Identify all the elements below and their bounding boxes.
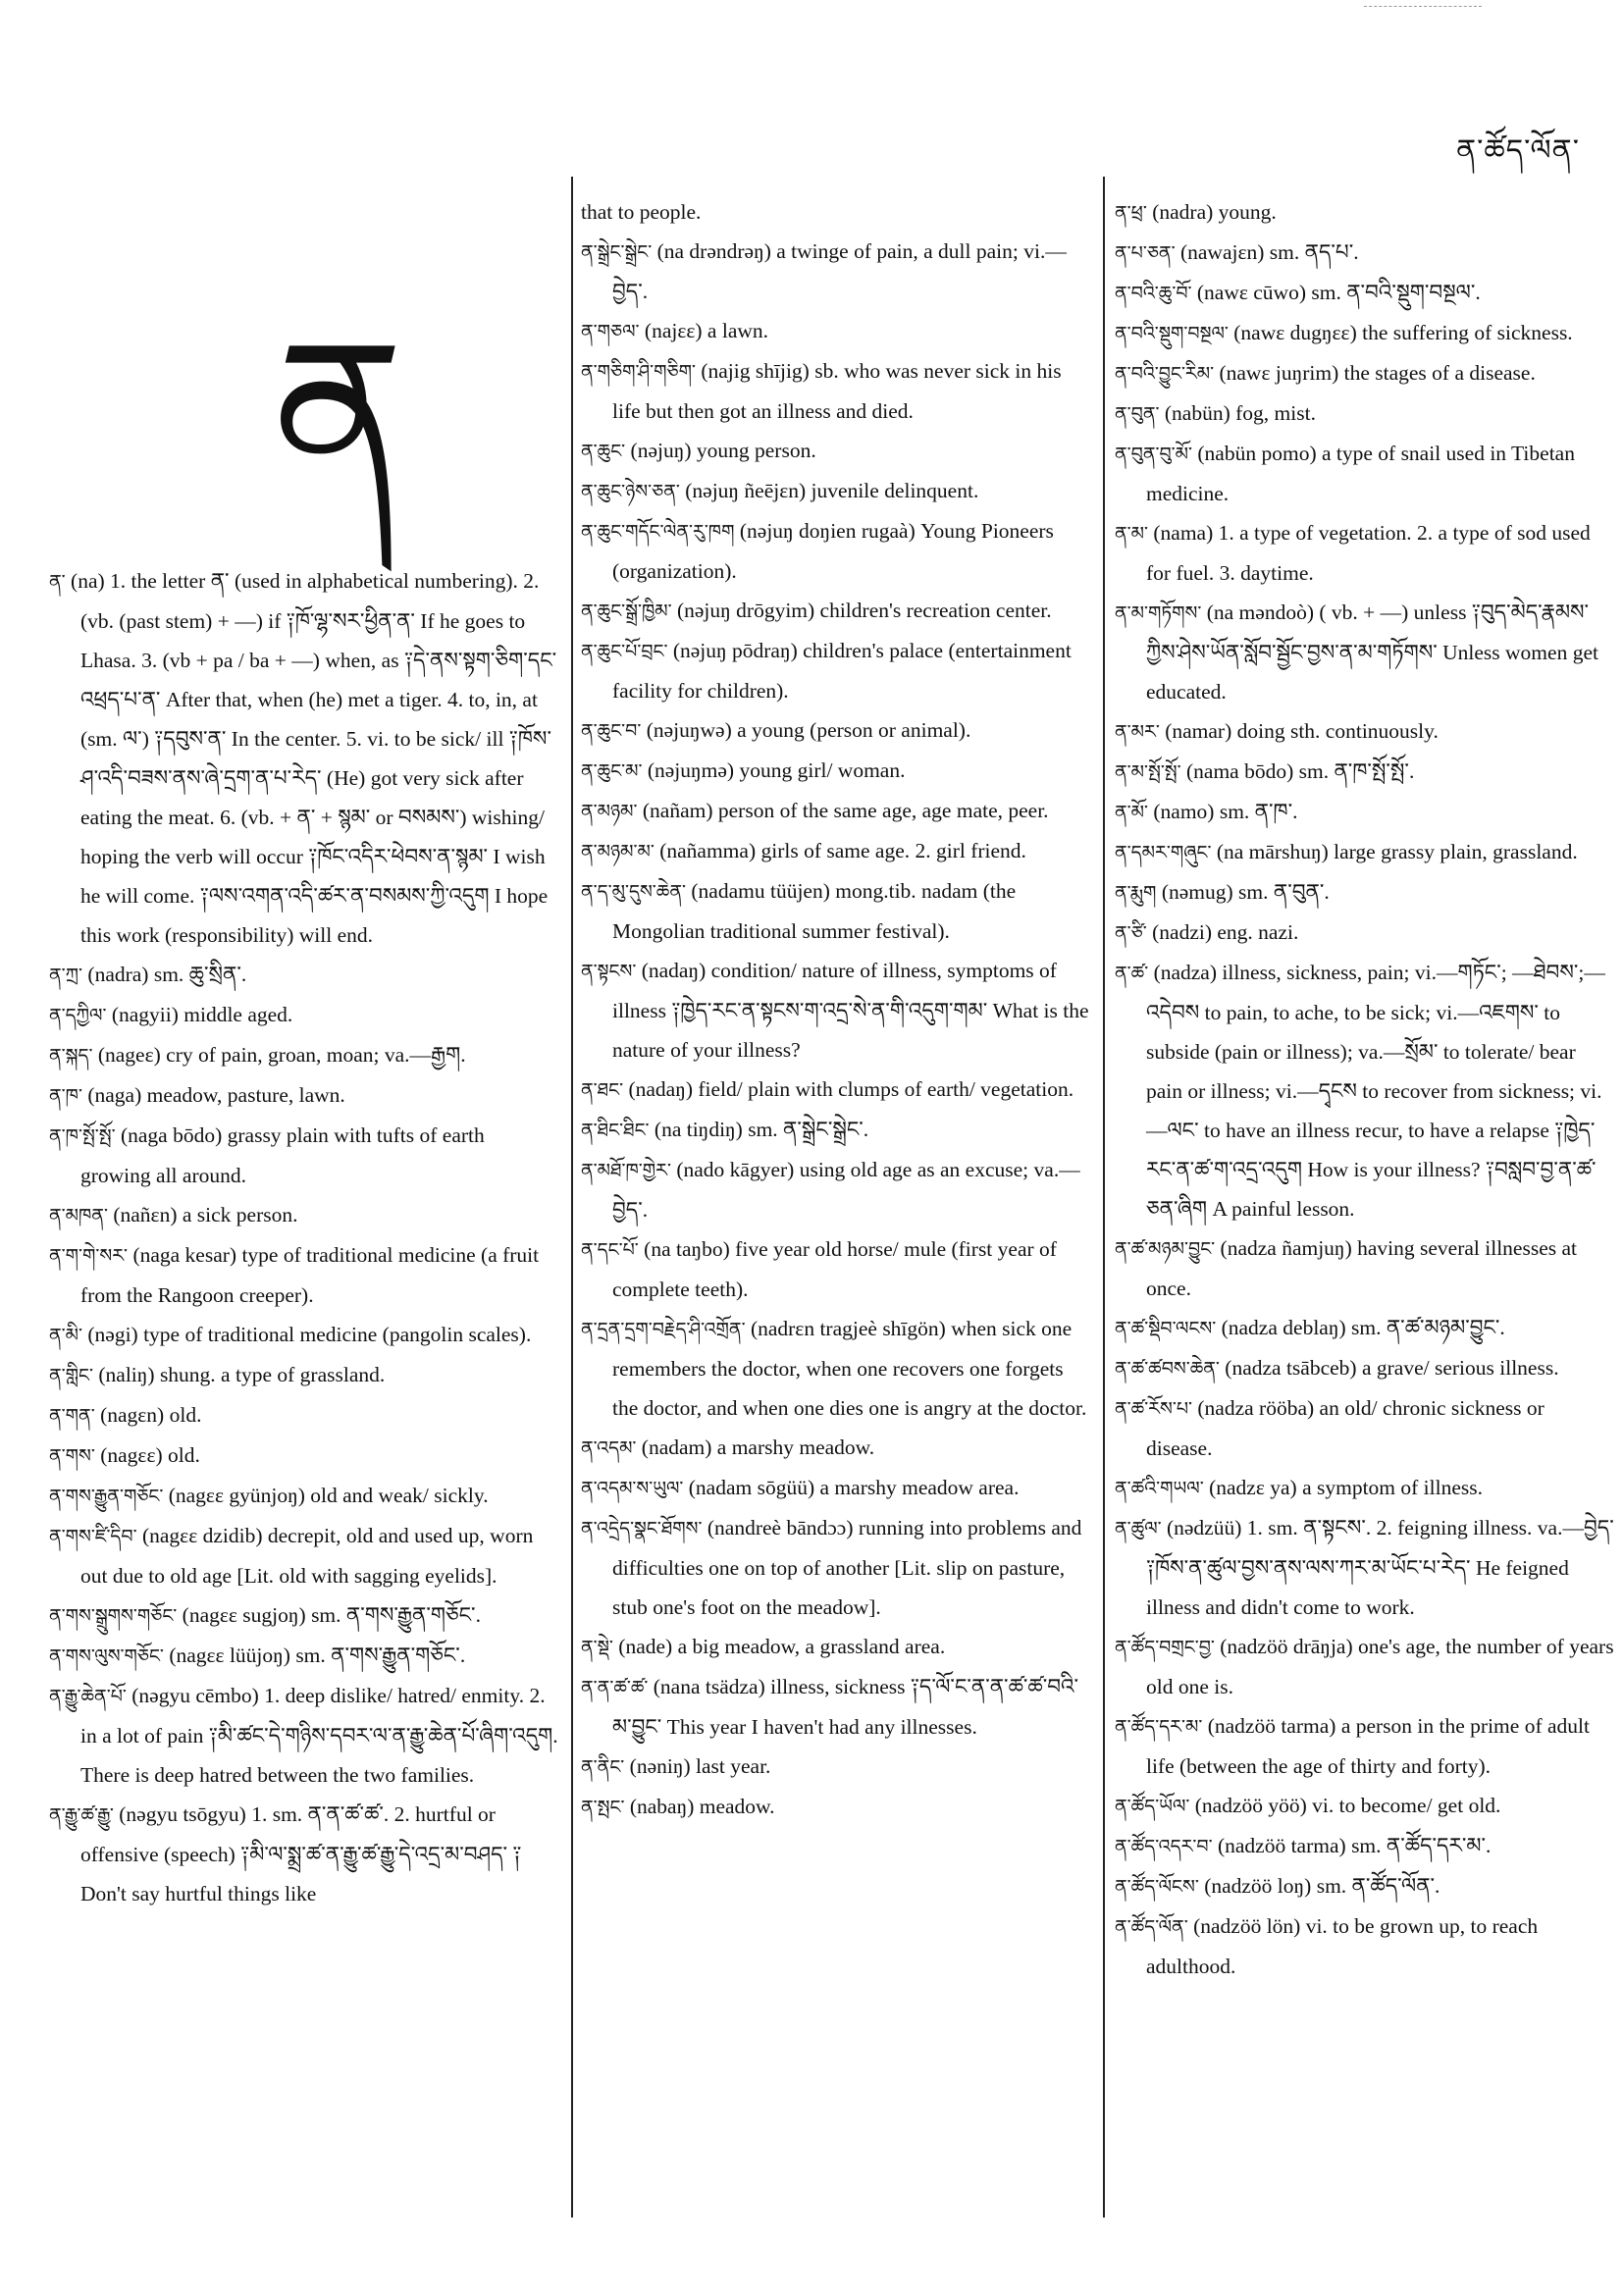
- entry-headword: ན་ཚའི་གཡལ་: [1115, 1478, 1204, 1499]
- entry-headword: ན་རྨུག: [1115, 882, 1157, 904]
- dictionary-entry: [581, 1110, 1091, 1150]
- dictionary-entry: [49, 561, 559, 955]
- entry-definition: (nama) 1. a type of vegetation. 2. a type of sod used for fuel. 3. daytime.: [1146, 521, 1591, 585]
- entry-headword: ན་ཁ་: [49, 1085, 82, 1107]
- entry-headword: ན་གས་རྒྱུན་གཅོང་: [49, 1486, 164, 1507]
- entry-definition: (nadra) young.: [1152, 200, 1277, 224]
- entry-definition: (nawɛ dugŋɛɛ) the suffering of sickness.: [1233, 321, 1573, 344]
- entry-definition: (na taŋbo) five year old horse/ mule (first year of complete teeth).: [612, 1237, 1057, 1301]
- dictionary-entry: [1115, 832, 1615, 872]
- column-divider: [571, 177, 573, 2218]
- entry-headword: ན་གླིང་: [49, 1365, 93, 1386]
- entry-headword: ན་མཐོ་ཁ་གྱེར་: [581, 1160, 671, 1181]
- dictionary-entry: [49, 1636, 559, 1676]
- column-left: [49, 561, 559, 1913]
- entry-headword: ན་ཚོད་ལོངས་: [1115, 1876, 1199, 1898]
- entry-definition: (nawɛ juŋrim) the stages of a disease.: [1219, 361, 1536, 385]
- dictionary-entry: [1115, 1627, 1615, 1706]
- entry-definition: (nadza) illness, sickness, pain; vi.—གཏོང་; —ཐེབས་;—འདེབས to pain, to ache, to be sick; vi.—འཇགས་ to subside (pain or illness); va.—སྲོམ་ to tolerate/ bear pain or illness; vi.—དྭངས to recover from sickness; vi.—ལང་ to have an illness recur, to have a relapse ༑ཁྱེད་རང་ན་ཚ་ག་འདྲ་འདུག How is your illness? ༑བསླབ་བྱ་ན་ཚ་ཅན་ཞིག A painful lesson.: [1146, 961, 1605, 1221]
- dictionary-entry: [581, 1787, 1091, 1827]
- dictionary-entry: [581, 951, 1091, 1070]
- dictionary-entry: [1115, 1906, 1615, 1986]
- dictionary-entry: [49, 1595, 559, 1636]
- entry-headword: ན་ཆུང་གདོང་ལེན་རུ་ཁག: [581, 521, 735, 543]
- dictionary-entry: [1115, 434, 1615, 513]
- entry-headword: ན་མཉམ་: [581, 801, 638, 822]
- dictionary-entry: [1115, 872, 1615, 913]
- dictionary-entry: [49, 1195, 559, 1235]
- entry-headword: ན་ཚོད་ཡོལ་: [1115, 1796, 1190, 1817]
- entry-definition: (nadzɛ ya) a symptom of illness.: [1209, 1476, 1484, 1499]
- dictionary-entry: [49, 995, 559, 1035]
- entry-definition: (nabün) fog, mist.: [1164, 401, 1316, 425]
- entry-headword: ན་བུན་: [1115, 403, 1160, 425]
- entry-definition: (nəmug) sm. ན་བུན་.: [1161, 880, 1330, 904]
- dictionary-entry: [581, 1627, 1091, 1667]
- entry-definition: (nadzöö drāŋja) one's age, the number of years old one is.: [1146, 1635, 1614, 1698]
- entry-headword: ན་གས་ལུས་གཅོང་: [49, 1645, 164, 1667]
- dictionary-entry: [1115, 393, 1615, 434]
- dictionary-entry: [581, 1508, 1091, 1627]
- entry-definition: (nadzöö yöö) vi. to become/ get old.: [1194, 1794, 1501, 1817]
- entry-headword: ན་དམར་གཞུང་: [1115, 842, 1212, 863]
- entry-definition: (na tiŋdiŋ) sm. ན་སྒྲེང་སྒྲེང་.: [654, 1118, 869, 1141]
- running-head: ན་ཚོད་ལོན་: [1456, 133, 1580, 168]
- entry-definition: (na məndoò) ( vb. + —) unless ༑བུད་མེད་རྣམས་ཀྱིས་ཤེས་ཡོན་སློབ་སྦྱོང་བྱས་ན་མ་གཏོགས་ Unless women get educated.: [1146, 600, 1598, 704]
- section-letter: ན: [273, 297, 404, 526]
- entry-definition: (naliŋ) shung. a type of grassland.: [98, 1363, 386, 1386]
- entry-headword: ན་གཅིག་ཤི་གཅིག་: [581, 361, 696, 383]
- entry-headword: ན་ཚ་: [1115, 963, 1149, 984]
- entry-definition: (na drəndrəŋ) a twinge of pain, a dull pain; vi.—བྱེད་.: [612, 239, 1067, 303]
- dictionary-entry: [1115, 1388, 1615, 1468]
- entry-definition: (namo) sm. ན་ཁ་.: [1153, 800, 1298, 823]
- entry-headword: ན་འདམ་: [581, 1437, 637, 1459]
- dictionary-entry: [581, 710, 1091, 751]
- dictionary-entry: [1115, 513, 1615, 593]
- dictionary-entry: [49, 1435, 559, 1476]
- entry-headword: ན་ཀྲ་: [49, 965, 83, 986]
- dictionary-entry: [1115, 273, 1615, 313]
- dictionary-entry: [1115, 953, 1615, 1228]
- entry-headword: ན་ཚོད་དར་མ་: [1115, 1716, 1203, 1738]
- dictionary-entry: [49, 1395, 559, 1435]
- entry-headword: ན་བའི་བྱུང་རིམ་: [1115, 363, 1215, 385]
- entry-definition: (nəjuŋ doŋien rugaà) Young Pioneers (organization).: [612, 519, 1054, 583]
- entry-definition: (nañɛn) a sick person.: [113, 1203, 298, 1226]
- entry-headword: ན་མ་སྤོ་སྤོ་: [1115, 761, 1181, 783]
- entry-definition: (nabaŋ) meadow.: [629, 1795, 775, 1818]
- dictionary-entry: [49, 1795, 559, 1913]
- entry-definition: (nagyii) middle aged.: [111, 1003, 293, 1026]
- dictionary-entry: [49, 1075, 559, 1116]
- entry-headword: ན་ད་མུ་དུས་ཆེན་: [581, 881, 686, 903]
- entry-definition: (na mārshuŋ) large grassy plain, grassland.: [1216, 840, 1578, 863]
- dictionary-entry: [581, 791, 1091, 831]
- entry-headword: ན་ཚ་རོས་པ་: [1115, 1398, 1193, 1420]
- entry-headword: ན་ཕྲ་: [1115, 202, 1147, 224]
- dictionary-entry: [49, 1676, 559, 1795]
- entry-definition: (nawɛ cūwo) sm. ན་བའི་སྡུག་བསྔལ་.: [1196, 281, 1481, 304]
- entry-definition: (nadza tsābceb) a grave/ serious illness.: [1225, 1356, 1559, 1380]
- entry-headword: ན་གས་སྒྲུགས་གཅོང་: [49, 1605, 178, 1627]
- entry-definition: (nəjuŋwə) a young (person or animal).: [646, 718, 971, 742]
- entry-definition: (nadrɛn tragjeè shīgön) when sick one remembers the doctor, when one recovers one forgets the doctor, and when one dies one is angry at the doctor.: [612, 1317, 1087, 1420]
- dictionary-entry: [49, 1516, 559, 1595]
- dictionary-entry: [581, 1667, 1091, 1747]
- entry-definition: (nagɛɛ lüüjoŋ) sm. ན་གས་རྒྱུན་གཅོང་.: [169, 1644, 466, 1667]
- entry-definition: (nadzöö lön) vi. to be grown up, to reach adulthood.: [1146, 1914, 1539, 1978]
- dictionary-entry: [49, 1235, 559, 1315]
- column-middle: [581, 192, 1091, 1827]
- dictionary-entry: [581, 511, 1091, 591]
- dictionary-entry: [1115, 593, 1615, 711]
- column-right: [1115, 192, 1615, 1986]
- dictionary-entry: [581, 1150, 1091, 1229]
- entry-headword: ན་: [49, 571, 66, 593]
- dictionary-entry: [581, 1747, 1091, 1787]
- entry-headword: ན་ཙི་: [1115, 922, 1147, 944]
- entry-definition: (nagɛɛ sugjoŋ) sm. ན་གས་རྒྱུན་གཅོང་.: [182, 1603, 481, 1627]
- dictionary-entry: [1115, 1826, 1615, 1866]
- entry-headword: ན་སྟངས་: [581, 961, 637, 982]
- dictionary-entry: [581, 1070, 1091, 1110]
- entry-definition: (naga bōdo) grassy plain with tufts of earth growing all around.: [80, 1123, 485, 1187]
- entry-headword: ན་ཚོད་བགྲང་བྱ་: [1115, 1637, 1215, 1658]
- entry-definition: (nəniŋ) last year.: [629, 1754, 771, 1778]
- entry-headword: ན་མཁན་: [49, 1205, 108, 1226]
- entry-definition: (nañamma) girls of same age. 2. girl friend.: [659, 839, 1026, 862]
- entry-definition: (nageɛ) cry of pain, groan, moan; va.—རྒྱག.: [97, 1043, 466, 1067]
- entry-definition: (nawajɛn) sm. ནད་པ་.: [1179, 240, 1359, 264]
- entry-definition: (najɛɛ) a lawn.: [644, 319, 769, 342]
- entry-headword: ན་སྒྲེང་སྒྲེང་: [581, 241, 653, 263]
- entry-definition: (nəjuŋ drōgyim) children's recreation center.: [676, 599, 1052, 622]
- dictionary-entry: [1115, 233, 1615, 273]
- entry-definition: (nadzöö tarma) a person in the prime of adult life (between the age of thirty and forty).: [1146, 1714, 1590, 1778]
- dictionary-entry: [49, 1315, 559, 1355]
- entry-definition: (nəjuŋ ñeējɛn) juvenile delinquent.: [685, 479, 979, 502]
- entry-headword: ན་བའི་ཆུ་བོ་: [1115, 283, 1192, 304]
- entry-definition: (namar) doing sth. continuously.: [1165, 719, 1439, 743]
- entry-definition: (nandreè bāndɔɔ) running into problems and difficulties one on top of another [Lit. slip on pasture, stub one's foot on the meadow].: [612, 1516, 1082, 1619]
- dictionary-entry: [49, 1116, 559, 1195]
- entry-headword: ན་མར་: [1115, 721, 1160, 743]
- entry-definition: (nadra) sm. ཆུ་སྲིན་.: [87, 963, 247, 986]
- dictionary-entry: [581, 591, 1091, 631]
- entry-headword: ན་འདྲེད་སྣང་ཐོགས་: [581, 1518, 703, 1539]
- entry-definition: (nañam) person of the same age, age mate, peer.: [642, 799, 1049, 822]
- entry-headword: ན་རྒྱུ་ཆེན་པོ་: [49, 1686, 127, 1707]
- entry-definition: (nagɛn) old.: [100, 1403, 202, 1427]
- entry-definition: (nabün pomo) a type of snail used in Tibetan medicine.: [1146, 442, 1575, 505]
- entry-headword: ན་གས་: [49, 1445, 95, 1467]
- entry-headword: ན་ཚ་ཚབས་ཆེན་: [1115, 1358, 1220, 1380]
- entry-definition: (nadamu tüüjen) mong.tib. nadam (the Mongolian traditional summer festival).: [612, 879, 1017, 943]
- entry-headword: ན་ཁ་སྤོ་སྤོ་: [49, 1125, 116, 1147]
- dictionary-entry: [581, 871, 1091, 951]
- dictionary-entry: [581, 192, 1091, 232]
- entry-definition: (najig shījig) sb. who was never sick in his life but then got an illness and died.: [612, 359, 1062, 423]
- dictionary-entry: [581, 311, 1091, 351]
- entry-headword: ན་འདམ་ས་ཡུལ་: [581, 1478, 684, 1499]
- dictionary-entry: [1115, 752, 1615, 792]
- entry-headword: ན་ཆུང་: [581, 441, 626, 462]
- entry-headword: ན་ཆུང་མ་: [581, 760, 643, 782]
- entry-definition: (nəgyu cēmbo) 1. deep dislike/ hatred/ enmity. 2. in a lot of pain ༑མི་ཚང་དེ་གཉིས་དབར་ལ་ན་རྒྱུ་ཆེན་པོ་ཞིག་འདུག. There is deep hatred between the two families.: [80, 1684, 558, 1787]
- scan-artifact: [1364, 6, 1482, 7]
- dictionary-entry: [49, 1035, 559, 1075]
- entry-headword: ན་བུན་བུ་མོ་: [1115, 444, 1193, 465]
- entry-definition: (nədzüü) 1. sm. ན་སྟངས་. 2. feigning illness. va.—བྱེད་ ༑ཁོས་ན་ཚུལ་བྱས་ནས་ལས་ཀར་མ་ཡོང་པ་རེད་ He feigned illness and didn't come to work.: [1146, 1516, 1614, 1619]
- entry-definition: (nəjuŋ) young person.: [630, 439, 816, 462]
- entry-definition: (nana tsädza) illness, sickness ༑ད་ལོ་ང་ན་ན་ཚ་ཚ་བའི་མ་བྱུང་ This year I haven't had any illnesses.: [612, 1675, 1079, 1739]
- entry-definition: (nadam sōgüü) a marshy meadow area.: [688, 1476, 1020, 1499]
- entry-headword: ན་ཆུང་སྒྲོ་ཁྱིམ་: [581, 600, 672, 622]
- entry-headword: ན་གས་ཛི་དིབ་: [49, 1526, 137, 1547]
- entry-headword: ན་མ་གཏོགས་: [1115, 602, 1202, 624]
- dictionary-entry: [1115, 313, 1615, 353]
- entry-headword: ན་མ་: [1115, 523, 1148, 545]
- entry-headword: ན་གཅལ་: [581, 321, 640, 342]
- dictionary-entry: [581, 471, 1091, 511]
- dictionary-entry: [581, 351, 1091, 431]
- dictionary-entry: [581, 1309, 1091, 1428]
- entry-definition: (nadzi) eng. nazi.: [1152, 920, 1299, 944]
- dictionary-entry: [1115, 913, 1615, 953]
- entry-definition: (nadza rööba) an old/ chronic sickness or disease.: [1146, 1396, 1544, 1460]
- entry-definition: (naga kesar) type of traditional medicine (a fruit from the Rangoon creeper).: [80, 1243, 540, 1307]
- entry-headword: ན་མོ་: [1115, 802, 1148, 823]
- dictionary-entry: [1115, 792, 1615, 832]
- entry-headword: ན་གན་: [49, 1405, 95, 1427]
- entry-headword: ན་མཉམ་མ་: [581, 841, 654, 862]
- entry-headword: ན་བའི་སྡུག་བསྔལ་: [1115, 323, 1229, 344]
- entry-definition: (naga) meadow, pasture, lawn.: [87, 1083, 345, 1107]
- entry-headword: ན་ཚོད་འདར་བ་: [1115, 1836, 1213, 1857]
- dictionary-entry: [1115, 1786, 1615, 1826]
- entry-headword: ན་སྤང་: [581, 1797, 625, 1818]
- entry-headword: ན་ནིང་: [581, 1756, 625, 1778]
- entry-definition: (nadza deblaŋ) sm. ན་ཚ་མཉམ་བྱུང་.: [1221, 1316, 1505, 1339]
- entry-headword: ན་ཚ་མཉམ་བྱུང་: [1115, 1238, 1216, 1260]
- entry-headword: ན་དྲན་དྲག་བརྗེད་ཤི་འགྲོན་: [581, 1319, 746, 1340]
- dictionary-entry: [1115, 1468, 1615, 1508]
- entry-definition: (nagɛɛ) old.: [100, 1443, 200, 1467]
- dictionary-entry: [1115, 1228, 1615, 1308]
- entry-definition: (nadza ñamjuŋ) having several illnesses at once.: [1146, 1236, 1577, 1300]
- dictionary-entry: [581, 751, 1091, 791]
- entry-definition: (nadaŋ) field/ plain with clumps of earth/ vegetation.: [628, 1077, 1074, 1101]
- entry-headword: ན་དཀྱིལ་: [49, 1005, 107, 1026]
- entry-definition: (nadaŋ) condition/ nature of illness, symptoms of illness ༑ཁྱེད་རང་ན་སྟངས་ག་འདྲ་སེ་ན་གི་འདུག་གམ་ What is the nature of your illness?: [612, 959, 1089, 1062]
- dictionary-entry: [581, 431, 1091, 471]
- entry-headword: ན་ཆུང་ཉེས་ཅན་: [581, 481, 680, 502]
- dictionary-entry: [581, 1229, 1091, 1309]
- entry-definition: (nagɛɛ dzidib) decrepit, old and used up, worn out due to old age [Lit. old with sagging eyelids].: [80, 1524, 534, 1588]
- entry-headword: ན་སྐད་: [49, 1045, 93, 1067]
- entry-definition: (na) 1. the letter ན་ (used in alphabetical numbering). 2. (vb. (past stem) + —) if ༑ཁོ་ལྷ་སར་ཕྱིན་ན་ If he goes to Lhasa. 3. (vb + pa / ba + —) when, as ༑དེ་ནས་སྟག་ཅིག་དང་འཕྲད་པ་ན་ After that, when (he) met a tiger. 4. to, in, at (sm. ལ་) ༑དབུས་ན་ In the center. 5. vi. to be sick/ ill ༑ཁོས་ཤ་འདི་བཟས་ནས་ཞེ་དྲག་ན་པ་རེད་ (He) got very sick after eating the meat. 6. (vb. + ན་ + སྙམ་ or བསམས་) wishing/ hoping the verb will occur ༑ཁོང་འདིར་ཕེབས་ན་སྙམ་ I wish he will come. ༑ལས་འགན་འདི་ཚར་ན་བསམས་ཀྱི་འདུག I hope this work (responsibility) will end.: [71, 569, 557, 947]
- entry-headword: ན་ཐང་: [581, 1079, 624, 1101]
- entry-headword: ན་ཐིང་ཐིང་: [581, 1120, 650, 1141]
- entry-headword: ན་སྡེ་: [581, 1637, 613, 1658]
- entry-headword: ན་ཆུང་པོ་བྲང་: [581, 641, 668, 662]
- entry-definition: (nade) a big meadow, a grassland area.: [618, 1635, 946, 1658]
- dictionary-entry: [1115, 353, 1615, 393]
- entry-definition: (nadzöö tarma) sm. ན་ཚོད་དར་མ་.: [1217, 1834, 1492, 1857]
- entry-headword: ན་པ་ཅན་: [1115, 242, 1176, 264]
- entry-headword: ན་མི་: [49, 1325, 82, 1346]
- dictionary-entry: [1115, 711, 1615, 752]
- dictionary-entry: [1115, 1348, 1615, 1388]
- entry-headword: ན་ཚུལ་: [1115, 1518, 1162, 1539]
- entry-headword: ན་ག་གེ་སར་: [49, 1245, 129, 1267]
- entry-definition: that to people.: [581, 200, 702, 224]
- entry-definition: (nəjuŋ pōdraŋ) children's palace (entertainment facility for children).: [612, 639, 1072, 703]
- dictionary-entry: [1115, 1308, 1615, 1348]
- entry-definition: (nəjuŋmə) young girl/ woman.: [647, 758, 906, 782]
- entry-headword: ན་ཚོད་ལོན་: [1115, 1916, 1188, 1938]
- dictionary-entry: [581, 631, 1091, 710]
- entry-headword: ན་ན་ཚ་ཚ་: [581, 1677, 649, 1698]
- entry-headword: ན་དང་པོ་: [581, 1239, 639, 1261]
- dictionary-entry: [49, 1355, 559, 1395]
- entry-definition: (nəgi) type of traditional medicine (pangolin scales).: [87, 1323, 532, 1346]
- dictionary-entry: [581, 232, 1091, 311]
- dictionary-entry: [581, 1468, 1091, 1508]
- dictionary-entry: [1115, 1508, 1615, 1627]
- dictionary-entry: [49, 1476, 559, 1516]
- entry-headword: ན་རྒྱུ་ཚ་རྒྱུ་: [49, 1804, 114, 1826]
- column-divider: [1103, 177, 1105, 2218]
- entry-definition: (nagɛɛ gyünjoŋ) old and weak/ sickly.: [168, 1484, 489, 1507]
- entry-definition: (nadzöö loŋ) sm. ན་ཚོད་ལོན་.: [1204, 1874, 1440, 1898]
- entry-definition: (nado kāgyer) using old age as an excuse; va.—བྱེད་.: [612, 1158, 1080, 1222]
- entry-headword: ན་ཚ་སྡིབ་ལངས་: [1115, 1318, 1217, 1339]
- entry-headword: ན་ཆུང་བ་: [581, 720, 642, 742]
- entry-definition: (nama bōdo) sm. ན་ཁ་སྤོ་སྤོ་.: [1186, 759, 1415, 783]
- entry-definition: (nadam) a marshy meadow.: [641, 1435, 875, 1459]
- dictionary-entry: [581, 831, 1091, 871]
- dictionary-entry: [1115, 192, 1615, 233]
- dictionary-entry: [1115, 1706, 1615, 1786]
- entry-definition: (nəgyu tsōgyu) 1. sm. ན་ན་ཚ་ཚ་. 2. hurtful or offensive (speech) ༑མི་ལ་སྨྲ་ཚ་ན་རྒྱུ་ཚ་རྒྱུ་དེ་འདྲ་མ་བཤད་ ༑Don't say hurtful things like: [80, 1802, 522, 1905]
- dictionary-entry: [581, 1428, 1091, 1468]
- dictionary-entry: [1115, 1866, 1615, 1906]
- dictionary-entry: [49, 955, 559, 995]
